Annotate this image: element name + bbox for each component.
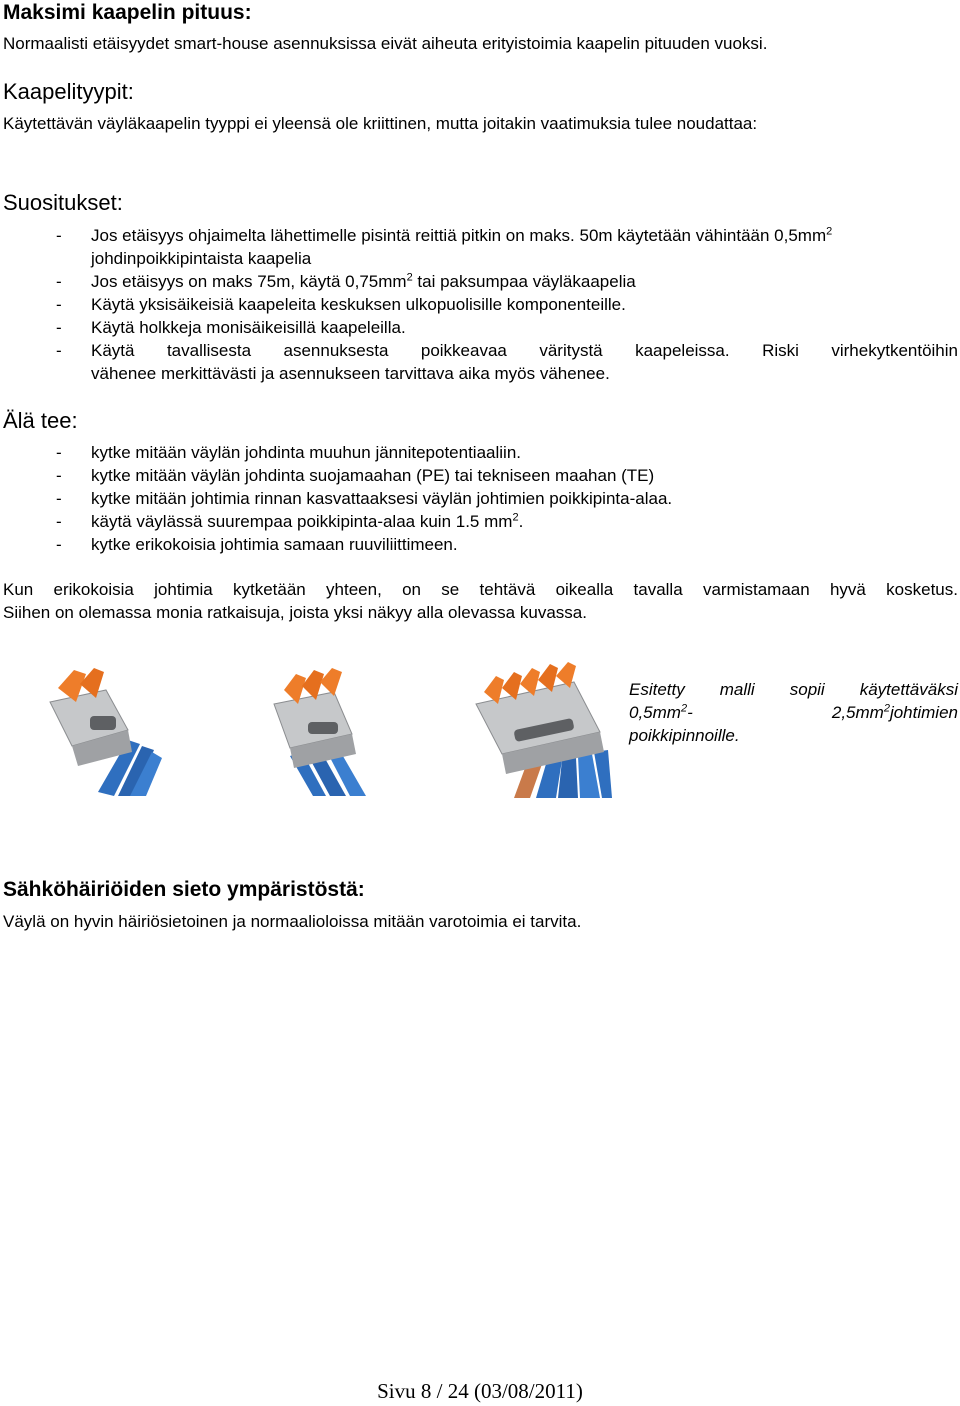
heading-cable-types: Kaapelityypit: <box>3 79 134 104</box>
dont-text: käytä väylässä suurempaa poikkipinta-alaa kuin 1.5 mm <box>91 512 513 531</box>
paragraph-line: Kun erikokoisia johtimia kytketään yhteen, on se tehtävä oikealla tavalla varmistamaan hyvä kosketus. <box>3 580 958 599</box>
page-footer: Sivu 8 / 24 (03/08/2011) <box>377 1379 583 1403</box>
recommendation-text: Käytä holkkeja monisäikeisillä kaapeleilla. <box>91 318 406 337</box>
superscript-2: 2 <box>512 511 519 524</box>
caption-value: 2,5mm <box>831 703 884 722</box>
bullet-dash: - <box>56 466 62 485</box>
caption-line: poikkipinnoille. <box>629 726 740 745</box>
dont-text: kytke mitään väylän johdinta suojamaahan (PE) tai tekniseen maahan (TE) <box>91 466 655 485</box>
recommendation-item <box>56 224 958 270</box>
dont-text-post: . <box>518 512 524 531</box>
recommendation-text: Jos etäisyys ohjaimelta lähettimelle pisintä reittiä pitkin on maks. 50m käytetään vähintään 0,5mm <box>91 226 827 245</box>
max-length-text: Normaalisti etäisyydet smart-house asennuksissa eivät aiheuta erityistoimia kaapelin pituuden vuoksi. <box>3 34 768 53</box>
interference-text: Väylä on hyvin häiriösietoinen ja normaalioloissa mitään varotoimia ei tarvita. <box>3 912 582 931</box>
caption-line: Esitetty malli sopii käytettäväksi <box>629 680 958 699</box>
bullet-dash: - <box>56 295 62 314</box>
bullet-dash: - <box>56 226 62 245</box>
dont-text: kytke mitään johtimia rinnan kasvattaaksesi väylän johtimien poikkipinta-alaa. <box>91 489 673 508</box>
cable-types-text: Käytettävän väyläkaapelin tyyppi ei yleensä ole kriittinen, mutta joitakin vaatimuksia tulee noudattaa: <box>3 114 758 133</box>
caption-word: johtimien <box>889 703 958 722</box>
bullet-dash: - <box>56 489 62 508</box>
caption-value: 0,5mm <box>629 703 681 722</box>
dont-text: kytke erikokoisia johtimia samaan ruuviliittimeen. <box>91 535 458 554</box>
recommendation-text-post: tai paksumpaa väyläkaapelia <box>412 272 636 291</box>
recommendation-text-cont: vähenee merkittävästi ja asennukseen tarvittava aika myös vähenee. <box>91 364 610 383</box>
bullet-dash: - <box>56 535 62 554</box>
heading-max-length: Maksimi kaapelin pituus: <box>3 1 252 24</box>
recommendation-text: Jos etäisyys on maks 75m, käytä 0,75mm <box>91 272 407 291</box>
paragraph-line: Siihen on olemassa monia ratkaisuja, joista yksi näkyy alla olevassa kuvassa. <box>3 603 587 622</box>
connector-5-pole <box>476 662 612 798</box>
connector-2-pole <box>50 668 162 796</box>
image-caption <box>629 678 958 747</box>
bullet-dash: - <box>56 272 62 291</box>
bullet-dash: - <box>56 341 62 360</box>
recommendation-text: Käytä yksisäikeisiä kaapeleita keskuksen ulkopuolisille komponenteille. <box>91 295 626 314</box>
caption-line <box>629 701 958 724</box>
connector-3-pole <box>274 668 366 796</box>
bullet-dash: - <box>56 512 62 531</box>
superscript-2: 2 <box>883 702 890 715</box>
recommendation-text-cont: johdinpoikkipintaista kaapelia <box>91 249 312 268</box>
heading-interference: Sähköhäiriöiden sieto ympäristöstä: <box>3 878 365 901</box>
heading-dont: Älä tee: <box>3 408 78 433</box>
bullet-dash: - <box>56 443 62 462</box>
wago-connectors-image <box>28 660 613 800</box>
superscript-2: 2 <box>680 702 688 715</box>
dont-text: kytke mitään väylän johdinta muuhun jännitepotentiaaliin. <box>91 443 521 462</box>
connection-paragraph <box>3 578 958 624</box>
recommendation-text: Käytä tavallisesta asennuksesta poikkeavaa väritystä kaapeleissa. Riski virhekytkentöihin <box>91 341 958 360</box>
superscript-2: 2 <box>826 225 833 238</box>
caption-dash: - <box>687 703 693 722</box>
bullet-dash: - <box>56 318 62 337</box>
heading-recommendations: Suositukset: <box>3 190 123 215</box>
superscript-2: 2 <box>406 271 413 284</box>
